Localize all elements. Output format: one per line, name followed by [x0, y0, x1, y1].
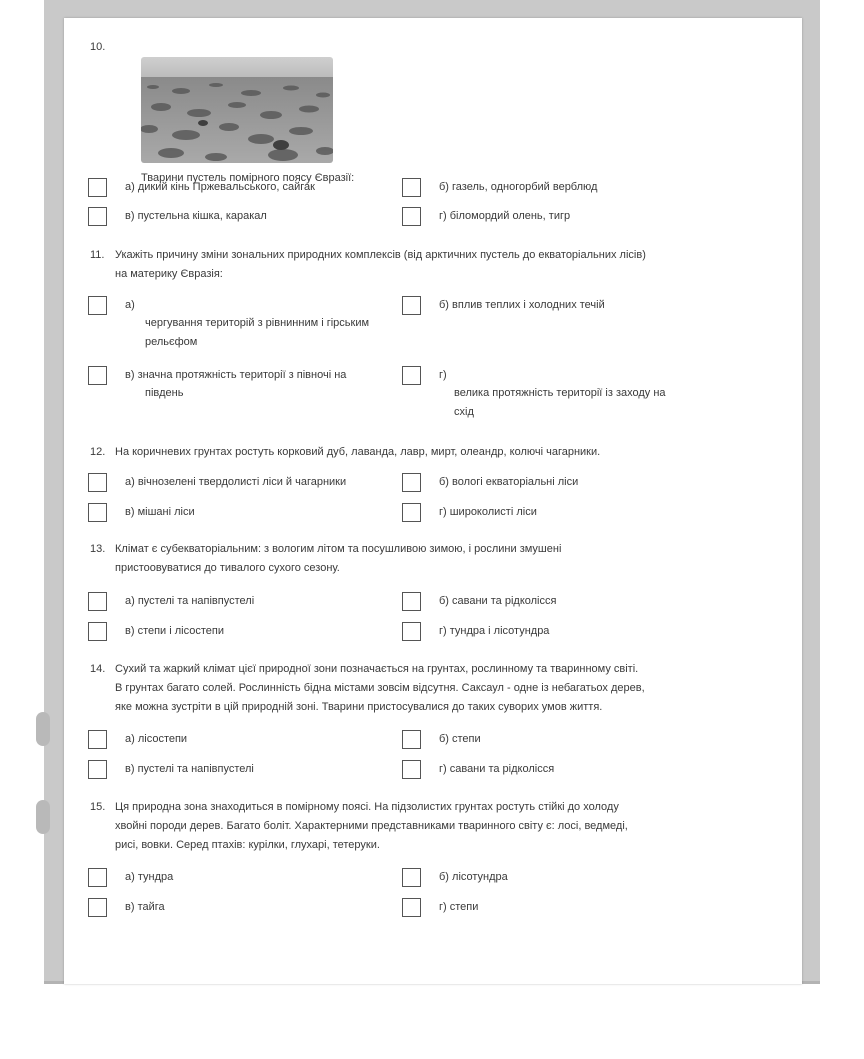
answer-checkbox[interactable]: [88, 366, 107, 385]
answer-checkbox[interactable]: [88, 473, 107, 492]
document-page: [64, 18, 802, 984]
option-label: г) степи: [439, 901, 479, 913]
answer-checkbox[interactable]: [402, 473, 421, 492]
question-number: 15.: [90, 801, 106, 813]
answer-checkbox[interactable]: [402, 296, 421, 315]
option-label: г) широколисті ліси: [439, 506, 537, 518]
scroll-marker: [36, 712, 50, 746]
answer-checkbox[interactable]: [88, 730, 107, 749]
answer-checkbox[interactable]: [402, 868, 421, 887]
answer-checkbox[interactable]: [402, 366, 421, 385]
question-prompt: Сухий та жаркий клімат цієї природної зони позначається на грунтах, рослинному та тваринному світі. В грунтах багато солей. Рослинність бідна містами зовсім відсутня. Саксаул - одне із небагатьох дерев, яке можна зустріти в цій природній зоні. Тварини пристосувалися до таких суворих умов життя.: [115, 663, 645, 713]
option-label: б) лісотундра: [439, 871, 508, 883]
option-label: в) степи і лісостепи: [125, 625, 224, 637]
option-label: г) савани та рідколісся: [439, 763, 555, 775]
desert-landscape-image: [141, 57, 333, 163]
answer-checkbox[interactable]: [88, 592, 107, 611]
option-label: а) лісостепи: [125, 733, 188, 745]
question-number: 11.: [90, 249, 105, 261]
option-label: чергування територій з рівнинним і гірським: [145, 317, 370, 329]
question-10: [90, 38, 790, 188]
question-15: [90, 798, 790, 856]
question-prompt: Ця природна зона знаходиться в помірному поясі. На підзолистих грунтах ростуть стійкі до холоду хвойні породи дерев. Багато боліт. Характерними представниками тваринного світу є: лосі, ведмеді, рисі, вовки. Серед птахів: курілки, глухарі, тетеруки.: [115, 801, 628, 851]
option-label: в) значна протяжність території з півночі на: [125, 369, 347, 381]
question-13: [90, 540, 790, 580]
answer-checkbox[interactable]: [402, 760, 421, 779]
option-label-continued: південь: [145, 387, 184, 399]
question-12: [90, 443, 790, 463]
option-label: б) савани та рідколісся: [439, 595, 557, 607]
option-11-a[interactable]: [88, 296, 408, 356]
answer-checkbox[interactable]: [88, 898, 107, 917]
option-label: а) пустелі та напівпустелі: [125, 595, 255, 607]
option-label: а) тундра: [125, 871, 174, 883]
question-14: [90, 660, 790, 718]
answer-checkbox[interactable]: [88, 296, 107, 315]
option-label: в) пустельна кішка, каракал: [125, 210, 267, 222]
option-label: б) вплив теплих і холодних течій: [439, 299, 605, 311]
answer-checkbox[interactable]: [88, 503, 107, 522]
option-label: велика протяжність території із заходу на: [454, 387, 666, 399]
question-number: 12.: [90, 446, 106, 458]
option-label-continued: рельєфом: [145, 336, 198, 348]
answer-checkbox[interactable]: [402, 503, 421, 522]
answer-checkbox[interactable]: [88, 207, 107, 226]
option-label: б) вологі екваторіальні ліси: [439, 476, 579, 488]
option-label: а) дикий кінь Пржевальського, сайгак: [125, 181, 315, 193]
option-11-v[interactable]: [88, 366, 408, 406]
option-11-g[interactable]: [402, 366, 762, 426]
answer-checkbox[interactable]: [402, 178, 421, 197]
question-11: [90, 246, 790, 286]
option-label: б) степи: [439, 733, 481, 745]
answer-checkbox[interactable]: [402, 898, 421, 917]
option-letter: г): [439, 369, 447, 381]
answer-checkbox[interactable]: [88, 178, 107, 197]
question-number: 13.: [90, 543, 106, 555]
answer-checkbox[interactable]: [402, 730, 421, 749]
answer-checkbox[interactable]: [402, 622, 421, 641]
question-prompt: На коричневих грунтах ростуть корковий дуб, лаванда, лавр, мирт, олеандр, колючі чагарники.: [115, 446, 601, 458]
question-number: 10.: [90, 41, 106, 53]
question-prompt: Укажіть причину зміни зональних природних комплексів (від арктичних пустель до екваторіальних лісів) на материку Євразія:: [115, 249, 646, 280]
option-label: г) тундра і лісотундра: [439, 625, 550, 637]
option-label: в) пустелі та напівпустелі: [125, 763, 254, 775]
answer-checkbox[interactable]: [402, 207, 421, 226]
desert-photo: [141, 57, 333, 163]
option-label: в) мішані ліси: [125, 506, 195, 518]
option-label: а) вічнозелені твердолисті ліси й чагарники: [125, 476, 347, 488]
question-number: 14.: [90, 663, 106, 675]
question-prompt: Клімат є субекваторіальним: з вологим літом та посушливою зимою, і рослини змушені пристоовуватися до тивалого сухого сезону.: [115, 543, 562, 574]
question-prompt: Тварини пустель помірного поясу Євразії:: [141, 172, 355, 184]
scroll-marker: [36, 800, 50, 834]
answer-checkbox[interactable]: [402, 592, 421, 611]
answer-checkbox[interactable]: [88, 622, 107, 641]
option-label: б) газель, одногорбий верблюд: [439, 181, 598, 193]
answer-checkbox[interactable]: [88, 760, 107, 779]
option-label: г) біломордий олень, тигр: [439, 210, 571, 222]
answer-checkbox[interactable]: [88, 868, 107, 887]
option-letter: а): [125, 299, 135, 311]
option-label-continued: схід: [454, 406, 474, 418]
option-label: в) тайга: [125, 901, 165, 913]
